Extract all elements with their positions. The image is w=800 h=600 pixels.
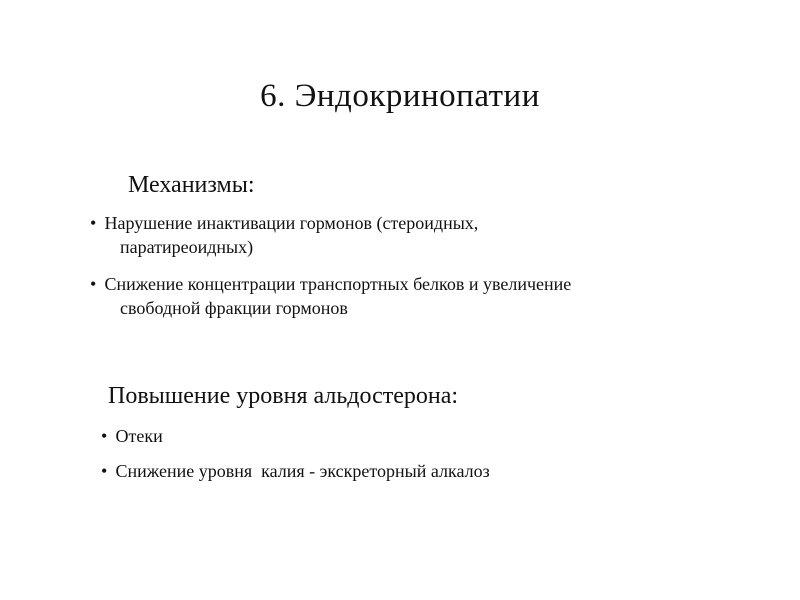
list-item-text: Снижение концентрации транспортных белков и увеличение [104,274,572,294]
mechanisms-heading: Механизмы: [128,172,255,198]
list-item [90,272,571,320]
list-item-text: Нарушение инактивации гормонов (стероидных, [104,213,479,233]
list-item [90,211,478,259]
bullet-icon: • [101,461,108,481]
bullet-icon: • [90,213,97,233]
list-item-text-continued: паратиреоидных) [120,237,254,257]
slide-title: 6. Эндокринопатии [260,78,540,114]
list-item-text-continued: свободной фракции гормонов [120,298,348,318]
list-item [101,459,490,483]
bullet-icon: • [101,426,108,446]
list-item-text: Отеки [115,426,163,446]
aldosterone-heading: Повышение уровня альдостерона: [108,383,459,409]
bullet-icon: • [90,274,97,294]
list-item-text: Снижение уровня калия - экскреторный алкалоз [115,461,490,481]
list-item [101,424,163,448]
